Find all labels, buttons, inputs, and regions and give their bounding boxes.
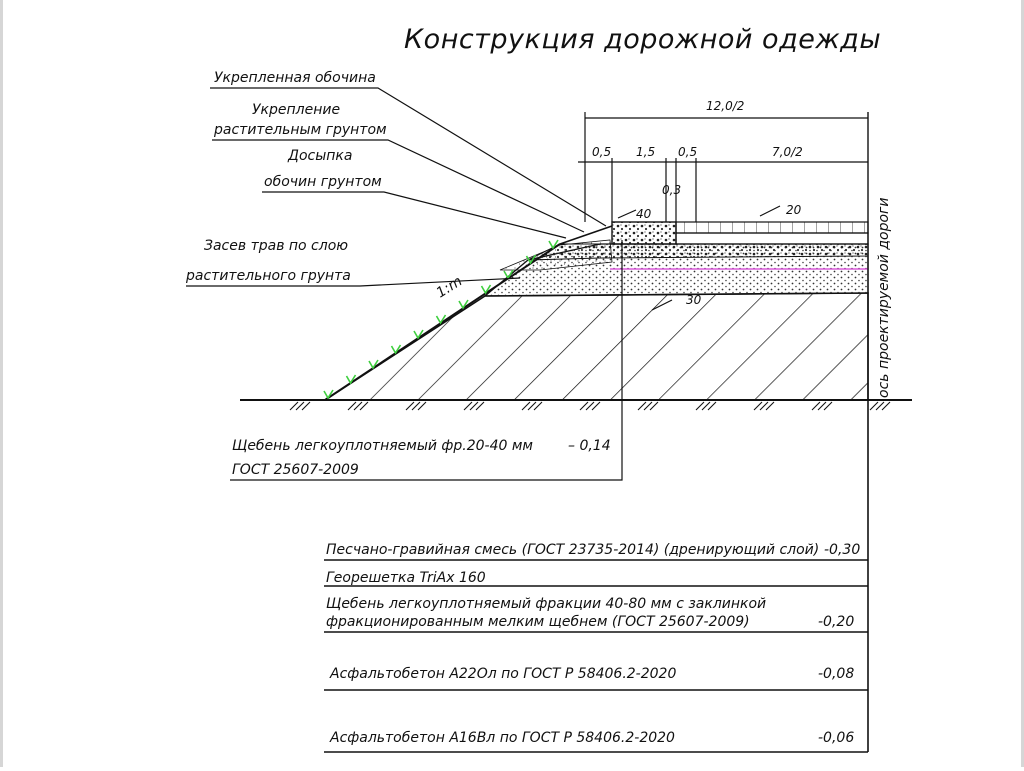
dim-d1: 0,5 — [592, 145, 612, 159]
layer-4-text: Асфальтобетон А22Ол по ГОСТ Р 58406.2-2020 — [330, 666, 677, 682]
left-frame-border — [0, 0, 3, 767]
slope-ratio-label: 1:m — [433, 273, 466, 302]
dim-d2: 1,5 — [636, 145, 656, 159]
layer-4-thickness: -0,08 — [818, 666, 855, 682]
slope-shoulder: 40 — [636, 207, 652, 221]
callout-fill-1: Досыпка — [288, 148, 353, 164]
callout-grass-1: Засев трав по слою — [204, 238, 349, 254]
layer-3-thickness: -0,20 — [818, 614, 855, 630]
shoulder-layer-line2: ГОСТ 25607-2009 — [232, 462, 359, 478]
callout-veg-2: растительным грунтом — [214, 122, 387, 138]
dim-lane-half: 7,0/2 — [772, 145, 803, 159]
layer-3-text2: фракционированным мелким щебнем (ГОСТ 25607-2009) — [326, 614, 750, 630]
layer-1-text: Песчано-гравийная смесь (ГОСТ 23735-2014) (дренирующий слой) — [326, 542, 820, 558]
callout-fill-2: обочин грунтом — [264, 174, 382, 190]
callout-shoulder: Укрепленная обочина — [214, 70, 376, 86]
layer-3-text: Щебень легкоуплотняемый фракции 40-80 мм с заклинкой — [326, 596, 767, 612]
slope-arrow-shoulder — [618, 210, 636, 218]
layer-2-text: Георешетка TriAx 160 — [326, 570, 486, 586]
ground-hatch-ticks — [290, 402, 890, 410]
dim-d3: 0,5 — [678, 145, 698, 159]
callout-veg-1: Укрепление — [252, 102, 341, 118]
layer-5-text: Асфальтобетон А16Вл по ГОСТ Р 58406.2-2020 — [330, 730, 675, 746]
callout-grass-2: растительного грунта — [186, 268, 351, 284]
layer-1-thickness: -0,30 — [824, 542, 861, 558]
layer-5-thickness: -0,06 — [818, 730, 855, 746]
asphalt-layers — [676, 222, 868, 244]
dimension-chain — [578, 112, 868, 222]
shoulder-layer-line1: Щебень легкоуплотняемый фр.20-40 мм — [232, 438, 533, 454]
road-axis-label: ось проектируемой дороги — [876, 197, 892, 398]
slope-base: 30 — [686, 293, 702, 307]
dim-small: 0,3 — [662, 183, 682, 197]
dim-total-half-width: 12,0/2 — [706, 99, 745, 113]
shoulder-layer-thickness: – 0,14 — [568, 438, 611, 454]
slope-pavement: 20 — [786, 203, 802, 217]
drawing-title: Конструкция дорожной одежды — [404, 24, 882, 55]
slope-arrow-pavement — [760, 206, 780, 216]
